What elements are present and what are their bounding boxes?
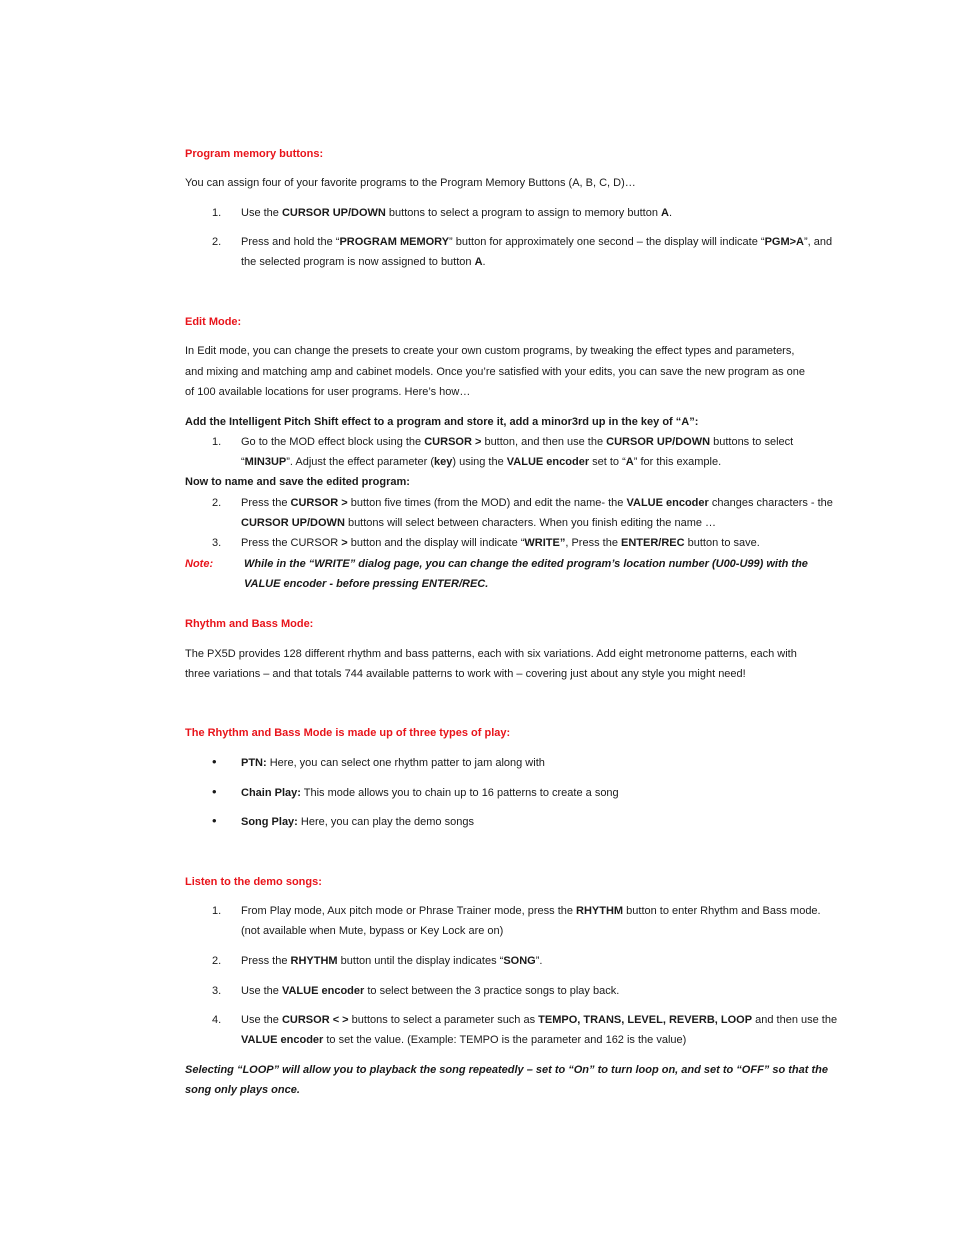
loop-note: Selecting “LOOP” will allow you to playback the song repeatedly – set to “On” to turn loop on, and set to “OFF” so that the song only plays once.	[185, 1064, 828, 1096]
play-type-song-play: Song Play: Here, you can play the demo songs	[241, 816, 474, 828]
edit-mode-subheading-save: Now to name and save the edited program:	[185, 476, 410, 488]
edit-mode-step-1: Go to the MOD effect block using the CURSOR > button, and then use the CURSOR UP/DOWN buttons to select “MIN3UP”. Adjust the effect parameter (key) using the VALUE encoder set to “A” for this example.	[241, 436, 794, 468]
play-type-ptn: PTN: Here, you can select one rhythm patter to jam along with	[241, 757, 545, 769]
rhythm-bass-intro-line-2: three variations – and that totals 744 available patterns to work with – covering just about any style you might need!	[185, 668, 746, 680]
heading-edit-mode: Edit Mode:	[185, 316, 242, 328]
program-memory-step-2: Press and hold the “PROGRAM MEMORY” button for approximately one second – the display will indicate “PGM>A”, and the selected program is now assigned to button A.	[241, 236, 833, 268]
note-text: While in the “WRITE” dialog page, you can change the edited program’s location number (U00-U99) with the VALUE encoder - before pressing ENTER/REC.	[244, 558, 808, 590]
edit-mode-step-3: Press the CURSOR > button and the display will indicate “WRITE”, Press the ENTER/REC button to save.	[241, 537, 760, 549]
heading-demo-songs: Listen to the demo songs:	[185, 876, 322, 888]
demo-step-3: Use the VALUE encoder to select between the 3 practice songs to play back.	[241, 985, 620, 997]
bullet-icon: •	[212, 784, 217, 799]
step-number: 3.	[212, 985, 222, 997]
step-number: 4.	[212, 1014, 222, 1026]
demo-step-1: From Play mode, Aux pitch mode or Phrase Trainer mode, press the RHYTHM button to enter Rhythm and Bass mode. (not available when Mute, bypass or Key Lock are on)	[241, 905, 821, 937]
edit-mode-step-2: Press the CURSOR > button five times (from the MOD) and edit the name- the VALUE encoder changes characters - the CURSOR UP/DOWN buttons will select between characters. When you finish editing the name …	[241, 497, 833, 529]
bullet-icon: •	[212, 813, 217, 828]
step-number: 1.	[212, 207, 222, 219]
rhythm-bass-intro-line-1: The PX5D provides 128 different rhythm and bass patterns, each with six variations. Add eight metronome patterns, each with	[185, 648, 797, 660]
heading-rhythm-bass-mode: Rhythm and Bass Mode:	[185, 618, 314, 630]
step-number: 2.	[212, 236, 222, 248]
step-number: 2.	[212, 955, 222, 967]
step-number: 1.	[212, 436, 222, 448]
step-number: 1.	[212, 905, 222, 917]
play-type-chain-play: Chain Play: This mode allows you to chain up to 16 patterns to create a song	[241, 787, 619, 799]
demo-step-4: Use the CURSOR < > buttons to select a parameter such as TEMPO, TRANS, LEVEL, REVERB, LOOP and then use the VALUE encoder to set the value. (Example: TEMPO is the parameter and 162 is the value)	[241, 1014, 838, 1046]
heading-program-memory: Program memory buttons:	[185, 148, 324, 160]
edit-mode-subheading-pitch-shift: Add the Intelligent Pitch Shift effect to a program and store it, add a minor3rd up in the key of “A”:	[185, 416, 699, 428]
heading-types-of-play: The Rhythm and Bass Mode is made up of three types of play:	[185, 727, 511, 739]
edit-mode-intro-line-3: of 100 available locations for user programs. Here’s how…	[185, 386, 471, 398]
step-number: 3.	[212, 537, 222, 549]
step-number: 2.	[212, 497, 222, 509]
edit-mode-intro-line-2: and mixing and matching amp and cabinet models. Once you’re satisfied with your edits, you can save the new program as one	[185, 366, 806, 378]
demo-step-2: Press the RHYTHM button until the display indicates “SONG”.	[241, 955, 543, 967]
note-label: Note:	[185, 558, 214, 570]
edit-mode-intro-line-1: In Edit mode, you can change the presets to create your own custom programs, by tweaking the effect types and parameters,	[185, 345, 795, 357]
bullet-icon: •	[212, 754, 217, 769]
program-memory-step-1: Use the CURSOR UP/DOWN buttons to select a program to assign to memory button A.	[241, 207, 673, 219]
program-memory-intro: You can assign four of your favorite programs to the Program Memory Buttons (A, B, C, D)…	[185, 177, 636, 189]
